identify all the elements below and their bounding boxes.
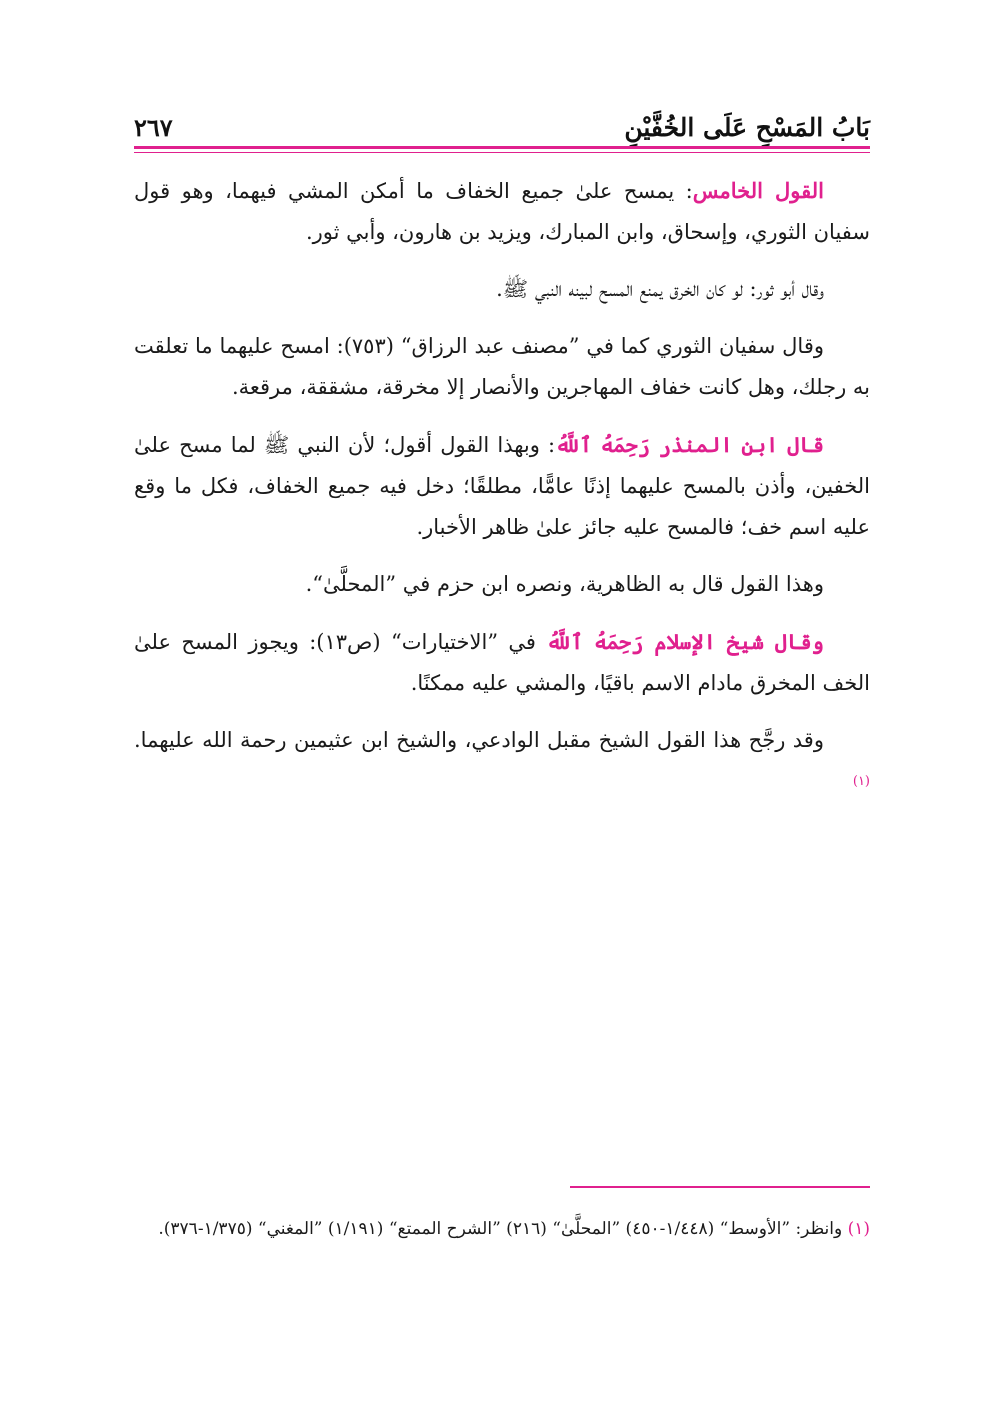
chapter-title: بَابُ المَسْحِ عَلَى الخُفَّيْنِ <box>624 113 870 142</box>
paragraph-1 <box>134 170 870 253</box>
paragraph-text: : يمسح علىٰ جميع الخفاف ما أمكن المشي فيهما، وهو قول سفيان الثوري، وإسحاق، وابن المبارك، ويزيد بن هارون، وأبي ثور. <box>134 179 870 244</box>
paragraph-text: وقال أبو ثور: لو كان الخرق يمنع المسح لبينه النبي ﷺ. <box>496 277 824 301</box>
footnote-marker: (١) <box>847 1219 870 1239</box>
header-rule-thick <box>134 146 870 149</box>
footnote-text: وانظر: ”الأوسط“ (١/٤٤٨-٤٥٠) ”المحلَّىٰ“ (٢١٦) ”الشرح الممتع“ (١/١٩١) ”المغني“ (١/٣٧٥-٣٧٦). <box>158 1219 848 1239</box>
paragraph-lead: قال ابن المنذر رَحِمَهُ ٱللَّهُ <box>555 432 824 457</box>
footnote-separator <box>570 1186 870 1188</box>
paragraph-3 <box>134 326 870 408</box>
paragraph-6 <box>134 621 870 704</box>
paragraph-text: وقد رجَّح هذا القول الشيخ مقبل الوادعي، والشيخ ابن عثيمين رحمة الله عليهما. <box>134 728 824 752</box>
paragraph-text: : وبهذا القول أقول؛ لأن النبي ﷺ لما مسح علىٰ الخفين، وأذن بالمسح عليهما إذنًا عامًّا، مطلقًا؛ دخل فيه جميع الخفاف، فكل ما وقع عليه اسم خف؛ فالمسح عليه جائز علىٰ ظاهر الأخبار. <box>134 433 870 539</box>
footnote-reference[interactable]: (١) <box>852 774 870 789</box>
footnote <box>134 1210 870 1248</box>
paragraph-5 <box>134 564 870 605</box>
paragraph-2 <box>134 269 870 310</box>
paragraph-text: وهذا القول قال به الظاهرية، ونصره ابن حزم في ”المحلَّىٰ“. <box>305 572 824 596</box>
paragraph-4 <box>134 424 870 548</box>
page-header <box>134 92 870 142</box>
paragraph-lead: وقال شيخ الإسلام رَحِمَهُ ٱللَّهُ <box>546 629 824 654</box>
paragraph-lead: القول الخامس <box>692 178 825 203</box>
page-number: ٢٦٧ <box>134 113 173 142</box>
header-rule-thin <box>134 152 870 153</box>
paragraph-text: وقال سفيان الثوري كما في ”مصنف عبد الرزاق“ (٧٥٣): امسح عليهما ما تعلقت به رجلك، وهل كانت خفاف المهاجرين والأنصار إلا مخرقة، مشققة، مرقعة. <box>134 334 870 399</box>
paragraph-text: في ”الاختيارات“ (ص١٣): ويجوز المسح علىٰ الخف المخرق مادام الاسم باقيًا، والمشي عليه ممكنًا. <box>134 630 870 695</box>
body-text <box>134 170 870 823</box>
paragraph-7 <box>134 720 870 807</box>
